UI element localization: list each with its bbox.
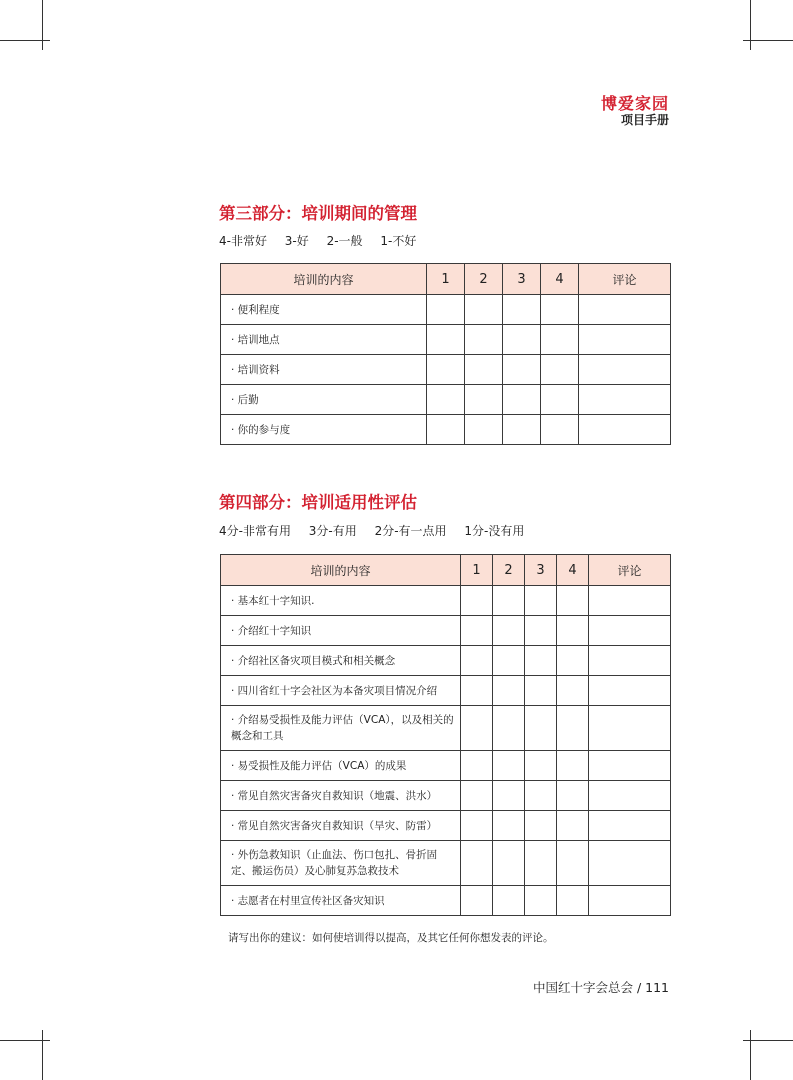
comment-cell[interactable] xyxy=(589,841,671,886)
table-row xyxy=(221,811,671,841)
row-label: · 便利程度 xyxy=(221,295,427,325)
crop-mark xyxy=(0,1040,50,1041)
comment-cell[interactable] xyxy=(589,646,671,676)
score-cell[interactable] xyxy=(557,841,589,886)
header-score-2: 2 xyxy=(493,555,525,586)
score-cell[interactable] xyxy=(493,706,525,751)
scale-item: 3分-有用 xyxy=(308,524,357,538)
table-row xyxy=(221,355,671,385)
crop-mark xyxy=(750,1030,751,1080)
running-header xyxy=(601,94,669,128)
score-cell[interactable] xyxy=(493,616,525,646)
comment-cell[interactable] xyxy=(579,325,671,355)
score-cell[interactable] xyxy=(525,676,557,706)
score-cell[interactable] xyxy=(461,886,493,916)
section3-table xyxy=(220,263,671,445)
header-comment: 评论 xyxy=(589,555,671,586)
score-cell[interactable] xyxy=(493,886,525,916)
header-brand: 博爱家园 xyxy=(600,94,669,113)
table-row xyxy=(221,646,671,676)
row-label: · 后勤 xyxy=(221,385,427,415)
score-cell[interactable] xyxy=(427,325,465,355)
header-score-1: 1 xyxy=(461,555,493,586)
score-cell[interactable] xyxy=(541,415,579,445)
score-cell[interactable] xyxy=(461,706,493,751)
row-label: · 介绍社区备灾项目模式和相关概念 xyxy=(221,646,461,676)
score-cell[interactable] xyxy=(461,676,493,706)
score-cell[interactable] xyxy=(525,586,557,616)
score-cell[interactable] xyxy=(461,646,493,676)
score-cell[interactable] xyxy=(557,886,589,916)
header-content: 培训的内容 xyxy=(221,264,427,295)
scale-item: 2-一般 xyxy=(326,234,363,248)
score-cell[interactable] xyxy=(557,586,589,616)
header-subtitle: 项目手册 xyxy=(620,113,669,127)
section3-title: 第三部分：培训期间的管理 xyxy=(219,204,417,223)
row-label: · 介绍红十字知识 xyxy=(221,616,461,646)
score-cell[interactable] xyxy=(541,355,579,385)
score-cell[interactable] xyxy=(461,751,493,781)
comment-cell[interactable] xyxy=(589,811,671,841)
row-label: · 常见自然灾害备灾自救知识（地震、洪水） xyxy=(221,781,461,811)
score-cell[interactable] xyxy=(525,751,557,781)
score-cell[interactable] xyxy=(525,646,557,676)
score-cell[interactable] xyxy=(427,295,465,325)
score-cell[interactable] xyxy=(525,781,557,811)
score-cell[interactable] xyxy=(493,751,525,781)
comment-cell[interactable] xyxy=(589,676,671,706)
score-cell[interactable] xyxy=(427,385,465,415)
header-score-2: 2 xyxy=(465,264,503,295)
crop-mark xyxy=(42,0,43,50)
table-row xyxy=(221,616,671,646)
header-comment: 评论 xyxy=(579,264,671,295)
comment-cell[interactable] xyxy=(589,886,671,916)
score-cell[interactable] xyxy=(465,355,503,385)
scale-item: 3-好 xyxy=(284,234,309,248)
score-cell[interactable] xyxy=(461,586,493,616)
score-cell[interactable] xyxy=(525,706,557,751)
score-cell[interactable] xyxy=(525,841,557,886)
row-label: · 你的参与度 xyxy=(221,415,427,445)
crop-mark xyxy=(743,40,793,41)
comment-cell[interactable] xyxy=(589,781,671,811)
score-cell[interactable] xyxy=(525,811,557,841)
row-label: · 外伤急救知识（止血法、伤口包扎、骨折固定、搬运伤员）及心肺复苏急救技术 xyxy=(221,841,461,886)
score-cell[interactable] xyxy=(493,676,525,706)
row-label: · 介绍易受损性及能力评估（VCA），以及相关的概念和工具 xyxy=(221,706,461,751)
comment-cell[interactable] xyxy=(579,385,671,415)
crop-mark xyxy=(42,1030,43,1080)
score-cell[interactable] xyxy=(541,325,579,355)
score-cell[interactable] xyxy=(465,385,503,415)
table-row xyxy=(221,325,671,355)
row-label: · 志愿者在村里宣传社区备灾知识 xyxy=(221,886,461,916)
score-cell[interactable] xyxy=(557,616,589,646)
page-footer: 中国红十字会总会 / 111 xyxy=(532,980,669,995)
score-cell[interactable] xyxy=(503,385,541,415)
table-row xyxy=(221,676,671,706)
score-cell[interactable] xyxy=(503,295,541,325)
table-row xyxy=(221,886,671,916)
table-row xyxy=(221,706,671,751)
score-cell[interactable] xyxy=(465,295,503,325)
comment-cell[interactable] xyxy=(589,586,671,616)
comment-cell[interactable] xyxy=(589,616,671,646)
comment-cell[interactable] xyxy=(579,295,671,325)
comment-cell[interactable] xyxy=(579,415,671,445)
row-label: · 常见自然灾害备灾自救知识（旱灾、防雷） xyxy=(221,811,461,841)
section4-scale xyxy=(219,522,538,539)
row-label: · 四川省红十字会社区为本备灾项目情况介绍 xyxy=(221,676,461,706)
header-content: 培训的内容 xyxy=(221,555,461,586)
table-row xyxy=(221,781,671,811)
score-cell[interactable] xyxy=(493,841,525,886)
score-cell[interactable] xyxy=(427,355,465,385)
header-score-4: 4 xyxy=(541,264,579,295)
score-cell[interactable] xyxy=(557,751,589,781)
score-cell[interactable] xyxy=(465,325,503,355)
score-cell[interactable] xyxy=(541,385,579,415)
score-cell[interactable] xyxy=(493,811,525,841)
score-cell[interactable] xyxy=(493,646,525,676)
scale-item: 4-非常好 xyxy=(219,234,267,248)
table-row xyxy=(221,385,671,415)
table-row xyxy=(221,586,671,616)
header-score-3: 3 xyxy=(503,264,541,295)
score-cell[interactable] xyxy=(493,781,525,811)
score-cell[interactable] xyxy=(557,706,589,751)
score-cell[interactable] xyxy=(461,841,493,886)
score-cell[interactable] xyxy=(461,781,493,811)
suggestion-prompt: 请写出你的建议：如何使培训得以提高，及其它任何你想发表的评论。 xyxy=(228,932,554,944)
table-row xyxy=(221,415,671,445)
crop-mark xyxy=(0,40,50,41)
score-cell[interactable] xyxy=(525,616,557,646)
comment-cell[interactable] xyxy=(579,355,671,385)
score-cell[interactable] xyxy=(465,415,503,445)
row-label: · 培训资料 xyxy=(221,355,427,385)
score-cell[interactable] xyxy=(557,781,589,811)
scale-item: 1分-没有用 xyxy=(464,524,525,538)
score-cell[interactable] xyxy=(541,295,579,325)
crop-mark xyxy=(743,1040,793,1041)
row-label: · 基本红十字知识. xyxy=(221,586,461,616)
score-cell[interactable] xyxy=(503,355,541,385)
header-score-3: 3 xyxy=(525,555,557,586)
row-label: · 培训地点 xyxy=(221,325,427,355)
score-cell[interactable] xyxy=(493,586,525,616)
section4-table xyxy=(220,554,671,916)
score-cell[interactable] xyxy=(525,886,557,916)
comment-cell[interactable] xyxy=(589,751,671,781)
row-label: · 易受损性及能力评估（VCA）的成果 xyxy=(221,751,461,781)
section3-scale xyxy=(219,232,430,249)
table-row xyxy=(221,295,671,325)
score-cell[interactable] xyxy=(427,415,465,445)
header-score-1: 1 xyxy=(427,264,465,295)
scale-item: 1-不好 xyxy=(380,234,417,248)
score-cell[interactable] xyxy=(503,325,541,355)
score-cell[interactable] xyxy=(557,676,589,706)
table-row xyxy=(221,751,671,781)
comment-cell[interactable] xyxy=(589,706,671,751)
scale-item: 4分-非常有用 xyxy=(219,524,291,538)
table-row xyxy=(221,841,671,886)
score-cell[interactable] xyxy=(503,415,541,445)
score-cell[interactable] xyxy=(557,646,589,676)
header-score-4: 4 xyxy=(557,555,589,586)
score-cell[interactable] xyxy=(557,811,589,841)
crop-mark xyxy=(750,0,751,50)
table-header-row xyxy=(221,264,671,295)
table-header-row xyxy=(221,555,671,586)
score-cell[interactable] xyxy=(461,811,493,841)
scale-item: 2分-有一点用 xyxy=(374,524,447,538)
score-cell[interactable] xyxy=(461,616,493,646)
section4-title: 第四部分：培训适用性评估 xyxy=(219,493,417,512)
